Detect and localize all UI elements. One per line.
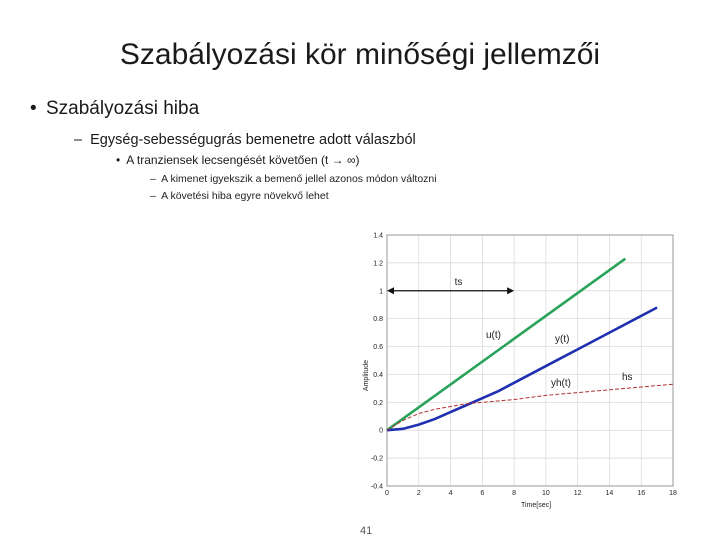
x-tick-label: 12	[573, 490, 582, 497]
y-tick-label: 1.4	[373, 232, 383, 240]
y-label: y(t)	[555, 334, 570, 345]
y-tick-label: 1.2	[373, 260, 383, 268]
y-tick-label: 0.6	[373, 344, 383, 352]
bullet-marker: –	[74, 132, 83, 148]
bullet-marker: •	[116, 153, 121, 167]
page-number: 41	[360, 525, 373, 537]
x-tick-label: 14	[605, 490, 614, 497]
y-tick-label: -0.4	[370, 483, 383, 491]
x-axis-label: Time[sec]	[520, 502, 552, 509]
y-tick-label: 0.8	[373, 316, 383, 324]
bullet-marker: –	[150, 173, 156, 185]
x-tick-label: 16	[637, 490, 646, 497]
y-tick-label: 0	[379, 427, 383, 435]
y-axis-label: Amplitude	[363, 359, 370, 392]
x-tick-label: 2	[416, 490, 421, 497]
bullet-marker: •	[30, 98, 37, 119]
yh-label: yh(t)	[551, 378, 571, 389]
ts-arrow-head-left	[387, 287, 394, 294]
x-tick-label: 0	[385, 490, 389, 497]
x-tick-label: 8	[512, 490, 517, 497]
x-tick-label: 6	[480, 490, 485, 497]
bullet-text: A kimenet igyekszik a bemenő jellel azonos módon változni	[161, 173, 437, 185]
ts-arrow-head-right	[507, 287, 514, 294]
u-label: u(t)	[486, 330, 501, 341]
bullet-text: A követési hiba egyre növekvő lehet	[161, 190, 329, 202]
series-yh-line	[387, 384, 673, 430]
hs-label: hs	[622, 372, 633, 383]
y-tick-label: 0.4	[373, 371, 383, 379]
x-tick-label: 18	[669, 490, 677, 497]
bullet-marker: –	[150, 190, 156, 202]
x-tick-label: 10	[541, 490, 550, 497]
bullet-text: A tranziensek lecsengését követően (t → ∞)	[126, 153, 360, 167]
page-title: Szabályozási kör minőségi jellemzői	[119, 38, 601, 71]
bullet-text: Egység-sebességugrás bemenetre adott válaszból	[90, 132, 416, 148]
y-tick-label: 0.2	[373, 399, 383, 407]
bullet-text: Szabályozási hiba	[46, 98, 200, 119]
x-tick-label: 4	[448, 490, 453, 497]
plot-frame	[387, 235, 673, 486]
series-y-line	[387, 308, 657, 431]
ts-label: ts	[454, 276, 463, 288]
y-tick-label: 1	[379, 288, 383, 296]
y-tick-label: -0.2	[370, 455, 383, 463]
